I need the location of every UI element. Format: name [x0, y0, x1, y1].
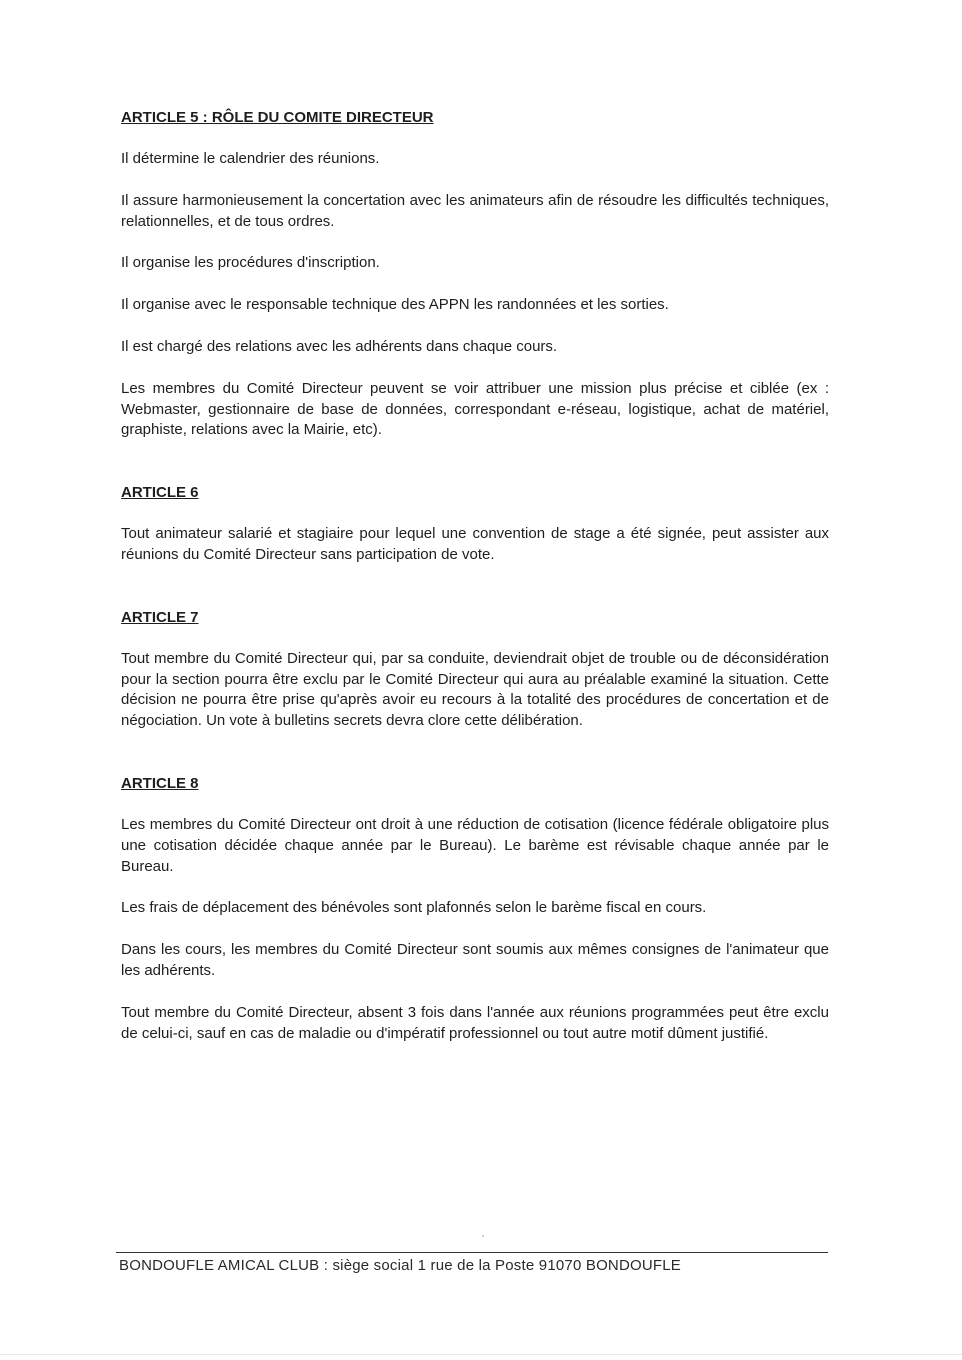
document-body: [121, 108, 829, 1044]
article-8-paragraph-4: Tout membre du Comité Directeur, absent 3 fois dans l'année aux réunions programmées peut être exclu de celui-ci, sauf en cas de maladie ou d'impératif professionnel ou tout autre motif dûment justifié.: [121, 1003, 829, 1042]
article-8-paragraph-1: Les membres du Comité Directeur ont droit à une réduction de cotisation (licence fédérale obligatoire plus une cotisation décidée chaque année par le Bureau). Le barème est révisable chaque année par le Bureau.: [121, 815, 829, 875]
article-8-section: [121, 774, 829, 1044]
scan-speck: [482, 1235, 484, 1237]
article-8-paragraph-2: Les frais de déplacement des bénévoles sont plafonnés selon le barème fiscal en cours.: [121, 899, 707, 917]
article-5-heading: ARTICLE 5 : RÔLE DU COMITE DIRECTEUR: [121, 109, 434, 126]
article-7-section: [121, 608, 829, 732]
footer-divider: [116, 1252, 828, 1253]
article-8-paragraph-3: Dans les cours, les membres du Comité Directeur sont soumis aux mêmes consignes de l'animateur que les adhérents.: [121, 941, 829, 979]
article-5-paragraph-5: Il est chargé des relations avec les adhérents dans chaque cours.: [121, 337, 558, 355]
article-5-paragraph-4: Il organise avec le responsable technique des APPN les randonnées et les sorties.: [121, 296, 669, 314]
article-6-heading: ARTICLE 6: [121, 484, 199, 502]
article-7-heading: ARTICLE 7: [121, 608, 199, 626]
article-7-paragraph-1: Tout membre du Comité Directeur qui, par sa conduite, deviendrait objet de trouble ou de déconsidération pour la section pourra être exclu par le Comité Directeur qui aura au préalable examiné la situation. Cette décision ne pourra être prise qu'après avoir eu recours à la totalité des procédures de concertation et de négociation. Un vote à bulletins secrets devra clore cette délibération.: [121, 649, 829, 730]
footer-address: BONDOUFLE AMICAL CLUB : siège social 1 rue de la Poste 91070 BONDOUFLE: [119, 1257, 682, 1274]
article-5-paragraph-1: Il détermine le calendrier des réunions.: [121, 150, 380, 167]
article-5-section: [121, 108, 829, 441]
article-8-heading: ARTICLE 8: [121, 774, 199, 792]
article-5-paragraph-6: Les membres du Comité Directeur peuvent se voir attribuer une mission plus précise et ciblée (ex : Webmaster, gestionnaire de base de données, correspondant e-réseau, logistique, achat de matériel, graphiste, relations avec la Mairie, etc).: [121, 379, 829, 439]
article-6-section: [121, 483, 829, 566]
article-5-paragraph-2: Il assure harmonieusement la concertation avec les animateurs afin de résoudre les difficultés techniques, relationnelles, et de tous ordres.: [121, 191, 829, 230]
article-6-paragraph-1: Tout animateur salarié et stagiaire pour lequel une convention de stage a été signée, peut assister aux réunions du Comité Directeur sans participation de vote.: [121, 525, 829, 563]
article-5-paragraph-3: Il organise les procédures d'inscription.: [121, 254, 380, 272]
page-bottom-edge: [0, 1354, 962, 1355]
